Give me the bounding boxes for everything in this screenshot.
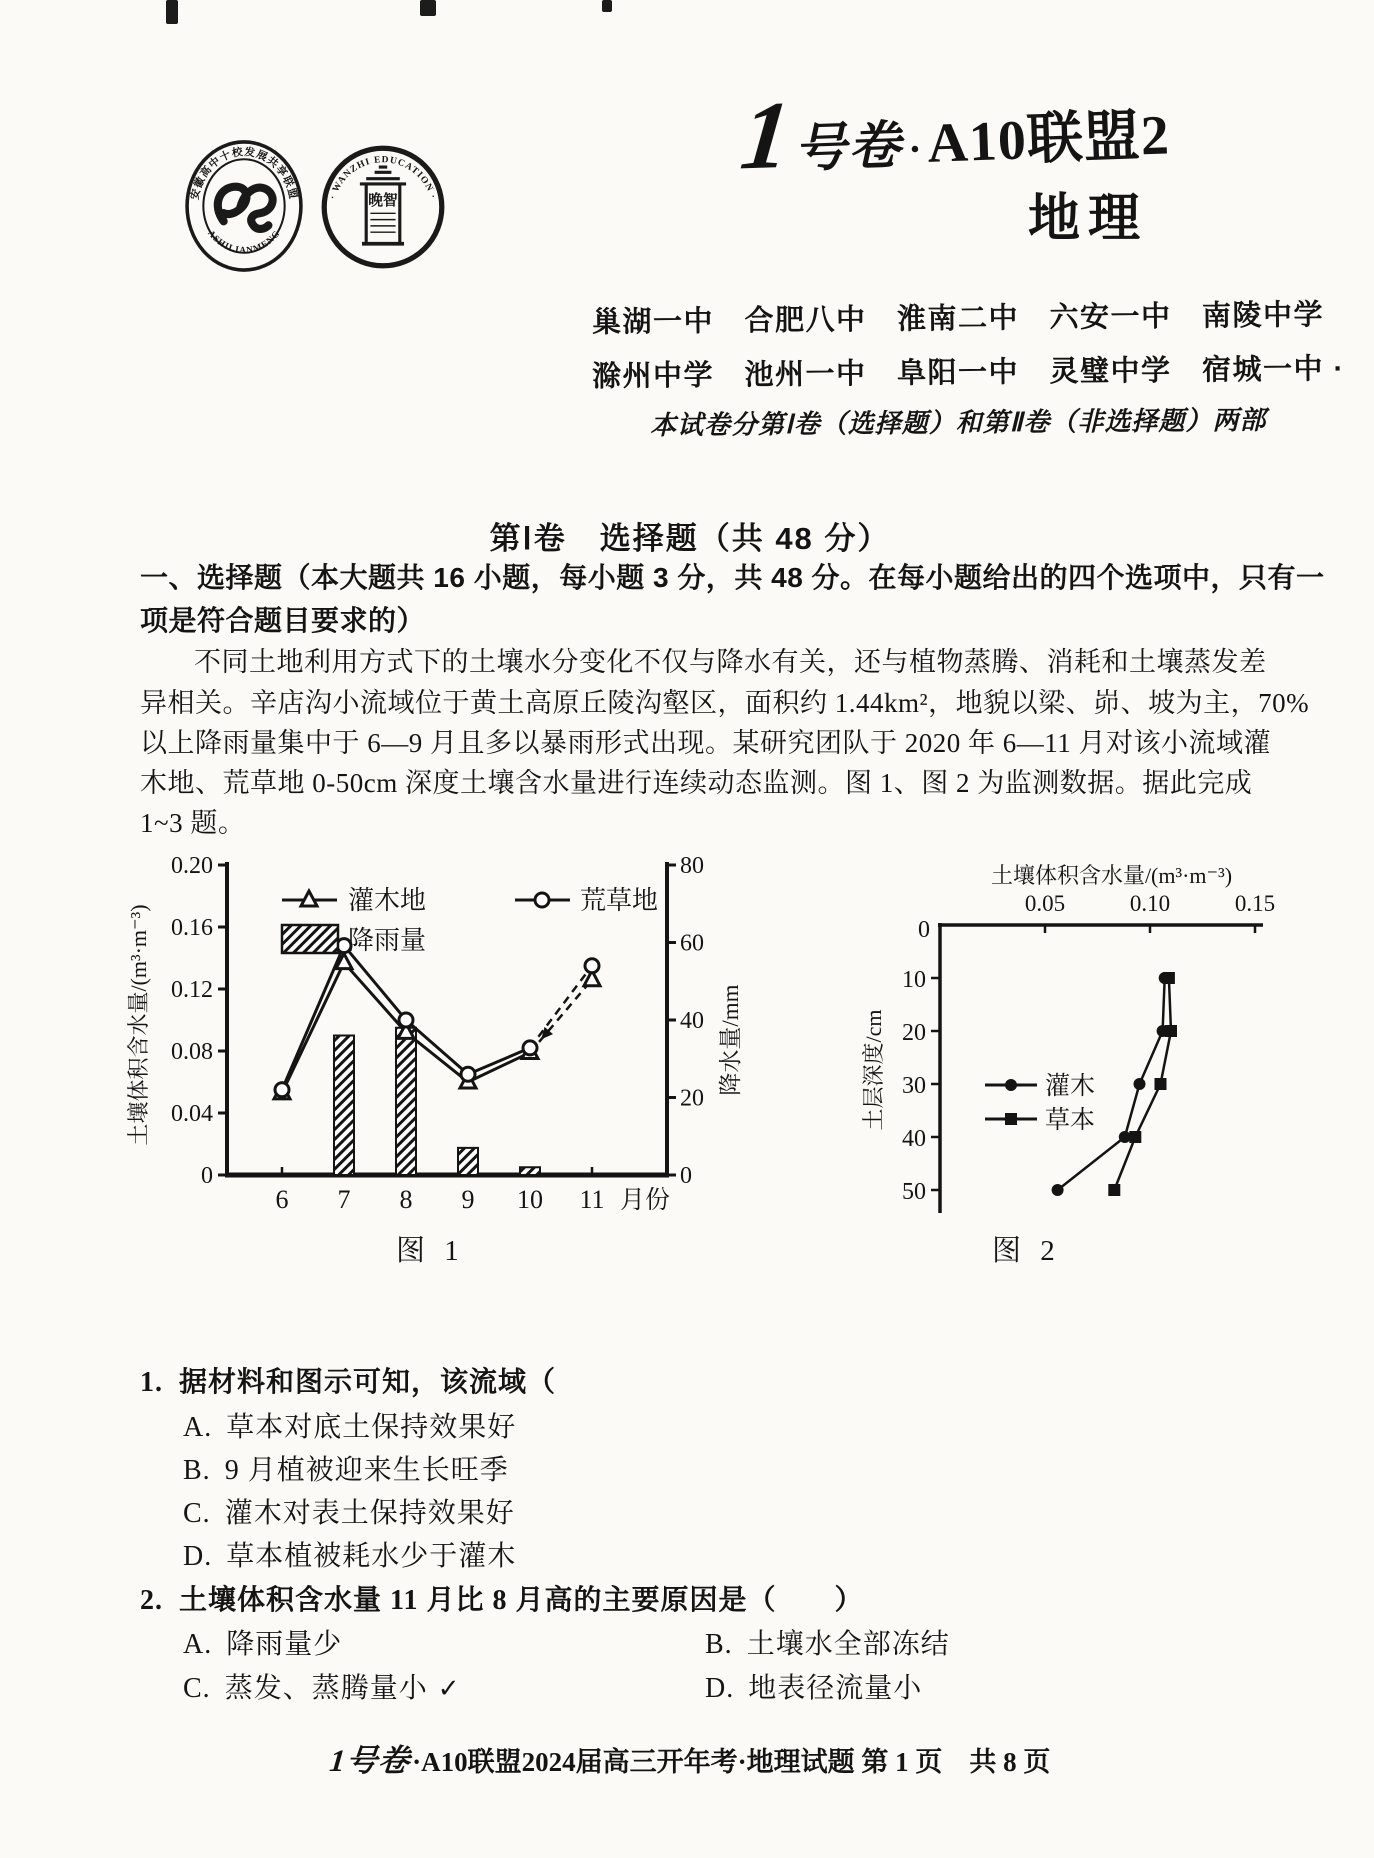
svg-text:40: 40 [902, 1126, 926, 1152]
svg-text:0: 0 [680, 1163, 692, 1189]
figure1-caption: 图 1 [396, 1235, 465, 1267]
svg-text:30: 30 [902, 1073, 926, 1099]
logo-ring-text-en: ASHILIANMENG [206, 228, 282, 255]
scan-smudge [602, 0, 612, 12]
svg-text:灌木: 灌木 [1045, 1073, 1096, 1100]
question-2-option-a: A. 降雨量少 [183, 1629, 343, 1660]
brand-dot: · [907, 126, 923, 172]
brand-script: 号卷 [793, 117, 904, 179]
figure1-chart [122, 845, 762, 1245]
schools-line-2: 滁州中学 池州一中 阜阳一中 灵璧中学 宿城一中 · [591, 353, 1345, 393]
svg-text:土壤体积含水量/(m³·m⁻³): 土壤体积含水量/(m³·m⁻³) [126, 904, 151, 1146]
question-1-option-c: C. 灌木对表土保持效果好 [183, 1498, 515, 1529]
schools-line-1: 巢湖一中 合肥八中 淮南二中 六安一中 南陵中学 [591, 299, 1325, 339]
svg-text:10: 10 [517, 1185, 543, 1214]
passage-line: 以上降雨量集中于 6—9 月且多以暴雨形式出现。某研究团队于 2020 年 6—11 月对该小流域灌 [140, 728, 1271, 758]
instructions-line-2: 项是符合题目要求的） [140, 605, 426, 636]
brand-league: A10联盟2 [926, 104, 1171, 175]
svg-text:11: 11 [579, 1185, 605, 1214]
exam-structure-note: 本试卷分第Ⅰ卷（选择题）和第Ⅱ卷（非选择题）两部 [649, 405, 1267, 441]
svg-text:60: 60 [680, 930, 704, 957]
svg-text:0.12: 0.12 [171, 977, 213, 1003]
footer-text: ·A10联盟2024届高三开年考·地理试题 [412, 1747, 855, 1777]
scan-smudge [166, 0, 178, 24]
svg-text:8: 8 [399, 1185, 413, 1214]
svg-text:9: 9 [461, 1185, 475, 1214]
logo-ring-text-en: · WANZHI EDUCATION · [328, 155, 438, 201]
passage-line: 1~3 题。 [140, 808, 246, 838]
instructions-line-1: 一、选择题（本大题共 16 小题，每小题 3 分，共 48 分。在每小题给出的四个选项中，只有一 [140, 562, 1325, 593]
svg-text:0.08: 0.08 [171, 1039, 213, 1065]
section-heading: 第Ⅰ卷 选择题（共 48 分） [489, 521, 891, 556]
footer-brand: 1号卷 [327, 1743, 412, 1778]
svg-text:降水量/mm: 降水量/mm [718, 984, 743, 1096]
svg-text:0.04: 0.04 [171, 1101, 213, 1127]
svg-text:0: 0 [201, 1163, 213, 1189]
svg-text:10: 10 [902, 967, 926, 993]
svg-text:降雨量: 降雨量 [348, 926, 427, 955]
question-2-option-d: D. 地表径流量小 [705, 1673, 923, 1704]
svg-text:0: 0 [918, 917, 930, 943]
figure2-chart [845, 855, 1275, 1235]
svg-text:月份: 月份 [620, 1187, 671, 1214]
svg-text:荒草地: 荒草地 [580, 886, 659, 915]
svg-text:7: 7 [337, 1185, 351, 1214]
subject-title: 地理 [1028, 190, 1149, 248]
handwritten-checkmark: ✓ [437, 1674, 461, 1704]
page-footer [140, 1735, 1240, 1780]
question-2-stem: 2. 土壤体积含水量 11 月比 8 月高的主要原因是（ ） [140, 1585, 864, 1616]
svg-text:0.10: 0.10 [1129, 891, 1171, 916]
passage-line: 异相关。辛店沟小流域位于黄土高原丘陵沟壑区，面积约 1.44km²，地貌以梁、峁、坡为主，70% [140, 688, 1310, 718]
brand-numeral: 1 [736, 80, 796, 190]
logo-calligraphy-mark [218, 187, 273, 229]
question-number: 1. [140, 1367, 163, 1398]
question-1-option-b: B. 9 月植被迎来生长旺季 [183, 1455, 509, 1486]
svg-text:0.15: 0.15 [1234, 891, 1275, 916]
passage-line: 木地、荒草地 0-50cm 深度土壤含水量进行连续动态监测。图 1、图 2 为监测数据。据此完成 [140, 768, 1253, 798]
svg-text:20: 20 [680, 1085, 704, 1112]
passage-line: 不同土地利用方式下的土壤水分变化不仅与降水有关，还与植物蒸腾、消耗和土壤蒸发差 [194, 647, 1267, 677]
question-1-option-a: A. 草本对底土保持效果好 [183, 1412, 517, 1443]
logo-center-text: 晚智 [368, 192, 398, 209]
question-1-stem: 1. 据材料和图示可知，该流域（ [140, 1367, 557, 1398]
question-2-option-c: C. 蒸发、蒸腾量小 ✓ [183, 1673, 461, 1704]
question-2-option-b: B. 土壤水全部冻结 [705, 1629, 950, 1660]
scan-smudge [420, 0, 436, 16]
wanzhi-stamp-logo [320, 140, 446, 274]
svg-text:土层深度/cm: 土层深度/cm [861, 1009, 886, 1131]
footer-page-number: 第 1 页 共 8 页 [861, 1747, 1051, 1777]
logo-ring-text: 安徽高中十校发展共享联盟 [188, 146, 300, 201]
svg-text:6: 6 [275, 1185, 289, 1214]
svg-text:0.16: 0.16 [171, 915, 213, 941]
svg-text:灌木地: 灌木地 [348, 886, 427, 915]
svg-text:50: 50 [902, 1179, 926, 1205]
question-number: 2. [140, 1585, 163, 1616]
alliance-stamp-logo [183, 136, 305, 276]
svg-text:草本: 草本 [1045, 1107, 1096, 1134]
figure2-caption: 图 2 [992, 1235, 1061, 1267]
svg-text:80: 80 [680, 853, 704, 879]
svg-text:0.20: 0.20 [171, 853, 213, 879]
svg-text:0.05: 0.05 [1024, 891, 1066, 916]
svg-text:40: 40 [680, 1008, 704, 1034]
question-1-option-d: D. 草本植被耗水少于灌木 [183, 1541, 517, 1572]
svg-text:20: 20 [902, 1020, 926, 1046]
svg-text:土壤体积含水量/(m³·m⁻³): 土壤体积含水量/(m³·m⁻³) [990, 863, 1233, 888]
